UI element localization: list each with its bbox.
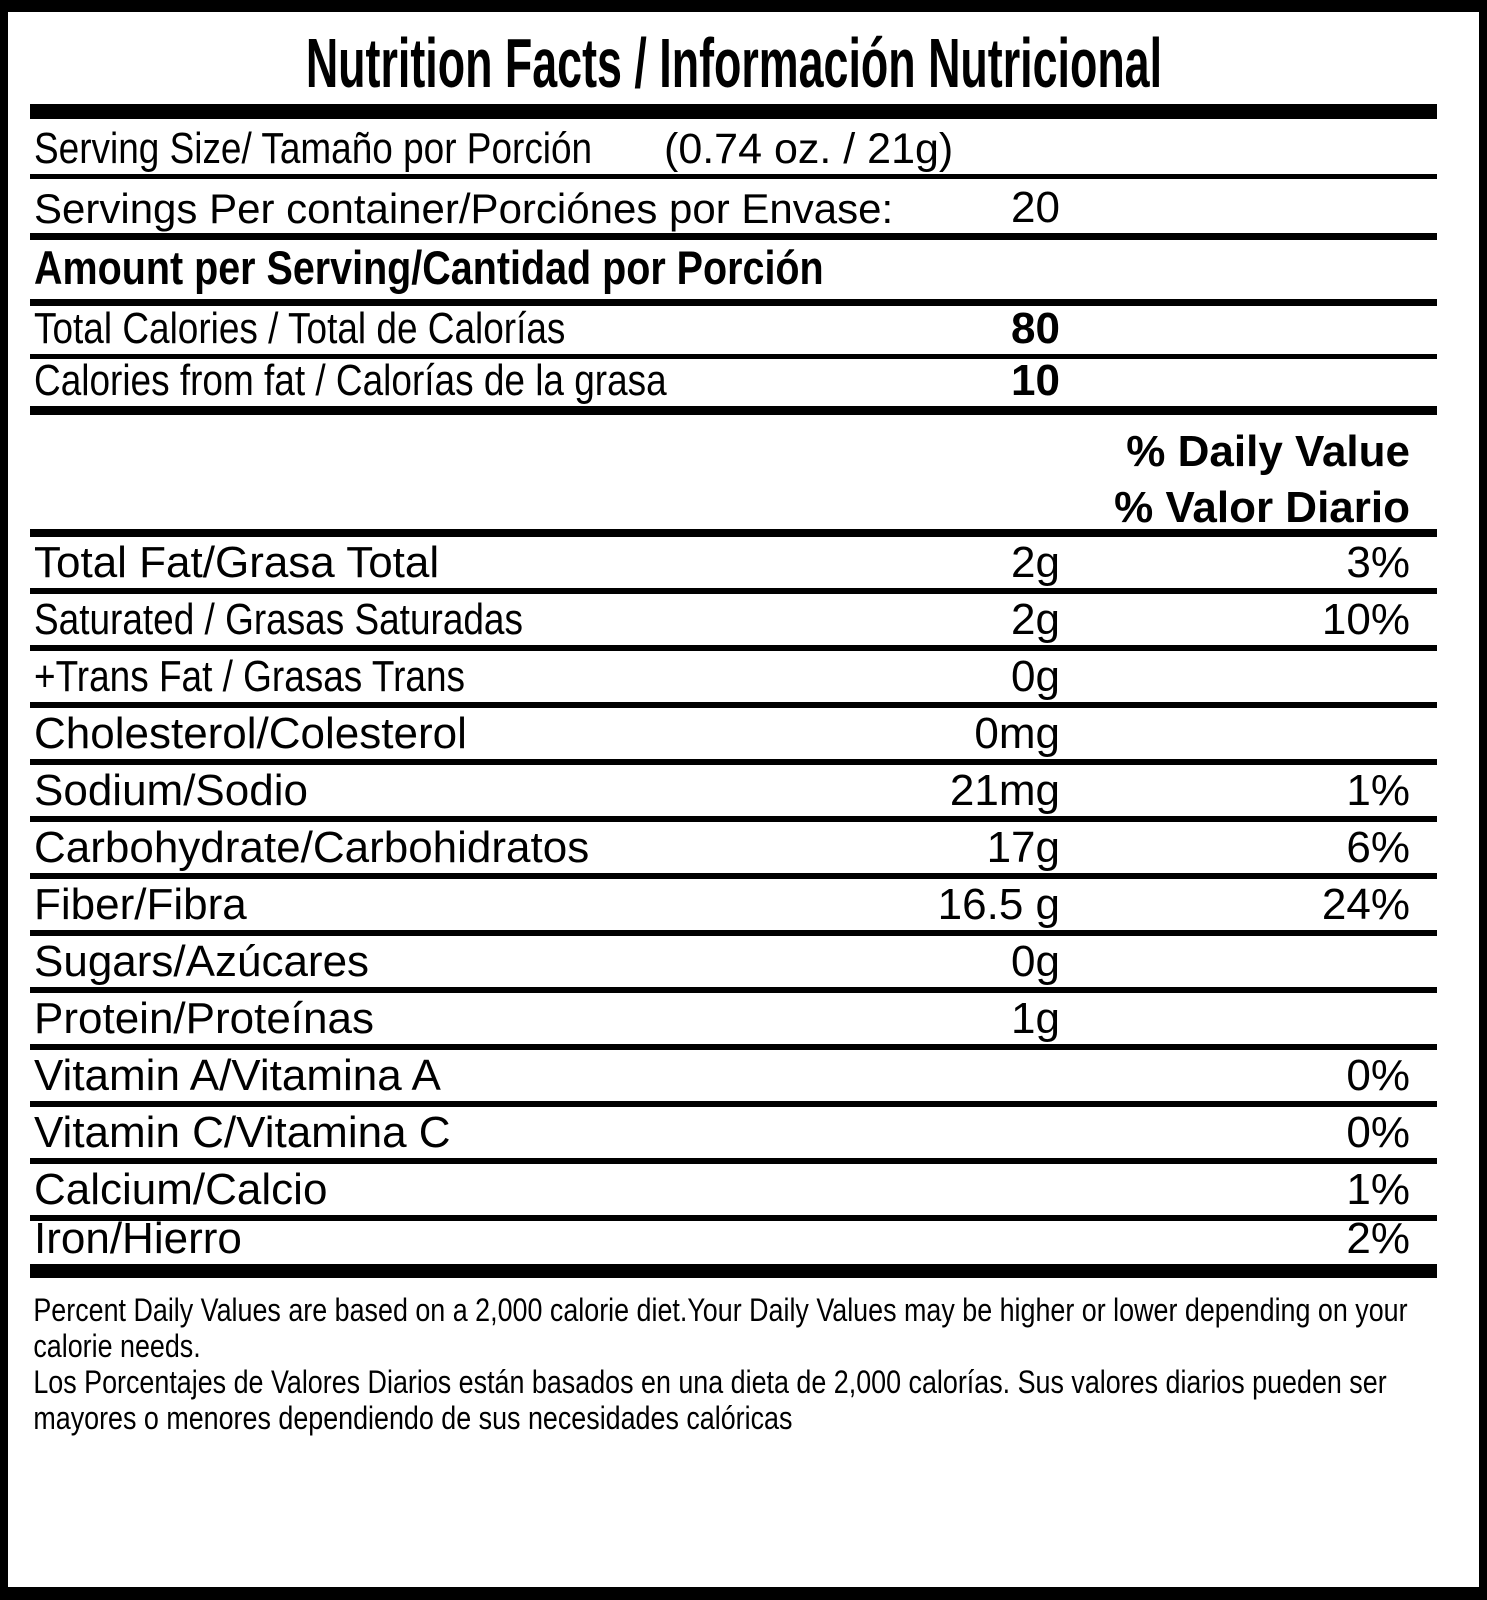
nutrient-row-calcium <box>30 1164 1437 1221</box>
nutrient-row-sugars <box>30 936 1437 993</box>
nutrient-dv: 1% <box>1346 766 1410 815</box>
serving-size-label: Serving Size/ Tamaño por Porción <box>34 124 593 173</box>
nutrient-row-vitamin-c <box>30 1107 1437 1164</box>
footnote-es-line-2: mayores o menores dependiendo de sus necesidades calóricas <box>33 1400 793 1436</box>
serving-size-value: (0.74 oz. / 21g) <box>664 125 954 173</box>
calories-from-fat-value: 10 <box>1011 356 1060 405</box>
nutrient-row-sodium <box>30 765 1437 822</box>
calories-from-fat-label: Calories from fat / Calorías de la grasa <box>34 356 667 405</box>
footnote <box>30 1278 1437 1436</box>
footnote-en-line-1: Percent Daily Values are based on a 2,000 calorie diet.Your Daily Values may be higher or lower depending on your <box>33 1292 1408 1328</box>
amount-per-serving-header-row <box>30 240 1437 306</box>
nutrient-dv: 24% <box>1321 880 1410 929</box>
nutrient-label: Carbohydrate/Carbohidratos <box>34 823 590 872</box>
nutrient-amount: 2g <box>1011 538 1060 587</box>
footnote-es-line-1: Los Porcentajes de Valores Diarios están basados en una dieta de 2,000 calorías. Sus valores diarios pueden ser <box>33 1364 1387 1400</box>
nutrient-amount: 1g <box>1011 994 1060 1043</box>
servings-per-container-label: Servings Per container/Porciónes por Envase: <box>34 185 894 232</box>
nutrient-label: Protein/Proteínas <box>34 994 374 1043</box>
nutrient-label: +Trans Fat / Grasas Trans <box>34 652 465 701</box>
nutrient-label: Total Fat/Grasa Total <box>34 538 440 587</box>
total-calories-row <box>30 306 1437 359</box>
nutrient-label: Saturated / Grasas Saturadas <box>34 595 523 644</box>
title-separator-bar <box>30 104 1437 119</box>
nutrient-amount: 16.5 g <box>937 880 1060 929</box>
daily-value-header-block <box>30 415 1437 537</box>
daily-value-header-es: % Valor Diario <box>1114 483 1410 532</box>
total-calories-label: Total Calories / Total de Calorías <box>34 304 566 353</box>
nutrient-dv: 2% <box>1346 1214 1410 1263</box>
nutrient-dv: 10% <box>1321 595 1410 644</box>
nutrient-amount: 2g <box>1011 595 1060 644</box>
nutrient-row-protein <box>30 993 1437 1050</box>
nutrient-amount: 0mg <box>974 709 1060 758</box>
nutrient-label: Iron/Hierro <box>34 1214 242 1263</box>
servings-per-container-row <box>30 179 1437 240</box>
nutrient-label: Cholesterol/Colesterol <box>34 709 467 758</box>
nutrient-label: Sugars/Azúcares <box>34 937 370 986</box>
nutrient-amount: 0g <box>1011 652 1060 701</box>
total-calories-value: 80 <box>1011 304 1060 353</box>
nutrient-dv: 6% <box>1346 823 1410 872</box>
nutrient-row-trans-fat <box>30 651 1437 708</box>
nutrient-dv: 0% <box>1346 1108 1410 1157</box>
nutrient-label: Vitamin C/Vitamina C <box>34 1108 451 1157</box>
nutrient-dv: 0% <box>1346 1051 1410 1100</box>
nutrient-label: Fiber/Fibra <box>34 880 247 929</box>
calories-from-fat-row <box>30 356 1437 415</box>
nutrient-row-fiber <box>30 879 1437 936</box>
nutrient-amount: 17g <box>986 823 1060 872</box>
nutrient-label: Sodium/Sodio <box>34 766 308 815</box>
nutrient-label: Calcium/Calcio <box>34 1165 328 1214</box>
nutrient-row-vitamin-a <box>30 1050 1437 1107</box>
footnote-en-line-2: calorie needs. <box>33 1328 201 1364</box>
nutrient-row-cholesterol <box>30 708 1437 765</box>
nutrient-row-saturated-fat <box>30 594 1437 651</box>
nutrient-label: Vitamin A/Vitamina A <box>34 1051 441 1100</box>
label-title: Nutrition Facts / Información Nutricional <box>305 24 1162 102</box>
nutrient-amount: 0g <box>1011 937 1060 986</box>
nutrient-amount: 21mg <box>949 766 1060 815</box>
daily-value-header-en: % Daily Value <box>1126 427 1410 476</box>
serving-size-row <box>30 119 1437 179</box>
servings-per-container-value: 20 <box>1011 183 1060 232</box>
nutrient-dv: 3% <box>1346 538 1410 587</box>
nutrient-row-iron <box>30 1214 1437 1278</box>
nutrient-dv: 1% <box>1346 1165 1410 1214</box>
nutrient-row-carbohydrate <box>30 822 1437 879</box>
amount-per-serving-header: Amount per Serving/Cantidad por Porción <box>34 241 824 294</box>
nutrient-row-total-fat <box>30 537 1437 594</box>
